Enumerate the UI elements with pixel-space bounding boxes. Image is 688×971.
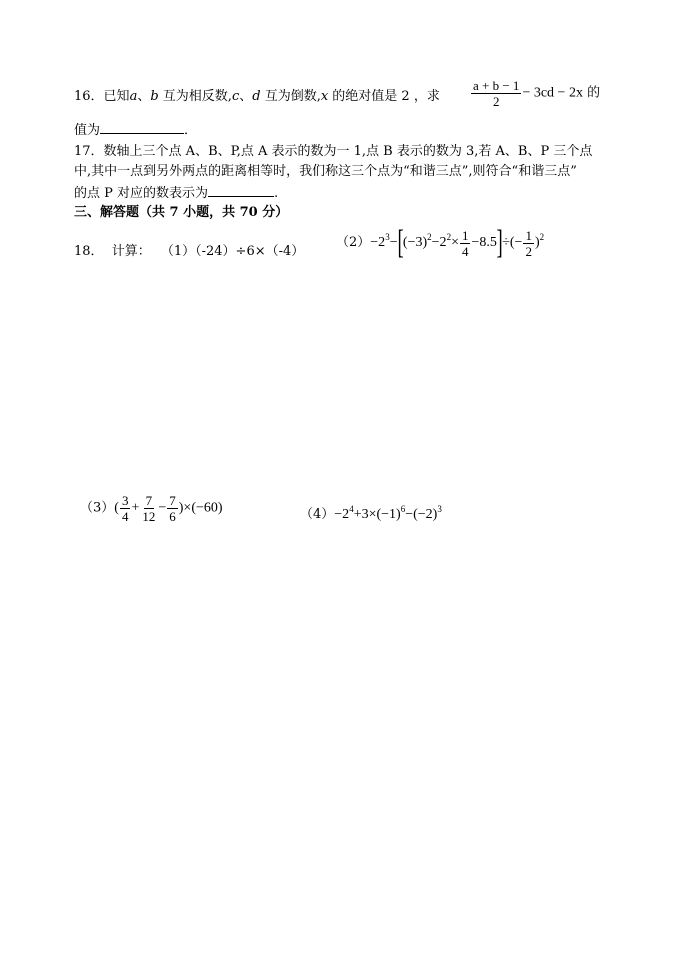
q18-p3-term: )×(−60) — [178, 500, 223, 516]
q18-p2-exp: 2 — [446, 232, 452, 243]
q16-var-c: c — [231, 89, 240, 104]
q18-p2-term: −2 — [370, 235, 386, 251]
right-bracket-icon: ] — [496, 224, 503, 261]
q18-part1-label: （1） — [160, 244, 196, 259]
q18-part4 — [300, 503, 442, 523]
q18-p2-fraction — [460, 228, 471, 259]
q16-number: 16． — [74, 89, 104, 104]
q18-p2-term: −8.5 — [471, 235, 497, 251]
q18-p2-frac-den: 4 — [461, 243, 469, 259]
q16-line2-text: 值为 — [74, 123, 101, 138]
section-3-title: 三、解答题（共 7 小题，共 70 分） — [74, 205, 289, 220]
q18-p4-exp: 6 — [400, 504, 406, 514]
q18-p4-term: −2 — [334, 507, 350, 522]
q18-part4-label: （4） — [300, 507, 335, 522]
q18-p2-term: − — [389, 235, 398, 251]
q16-text: 的绝对值是 2 ，求 — [328, 89, 440, 104]
q18-part1-expression: （-24）÷6×（-4） — [195, 244, 305, 259]
q16-answer-blank[interactable] — [100, 120, 184, 134]
q18-p4-exp: 3 — [437, 504, 442, 514]
q18-p3-frac-num: 7 — [169, 493, 176, 508]
q18-p2-term: −2 — [431, 235, 447, 251]
q18-p3-fraction — [140, 493, 157, 524]
q18-p2-term: × — [451, 235, 459, 251]
q16-var-x: x — [320, 89, 329, 104]
q18-p4-exp: 4 — [349, 504, 354, 514]
q18-header — [74, 243, 304, 261]
q16-var-d: d — [252, 89, 261, 104]
q18-part2 — [336, 226, 544, 260]
q18-p3-fraction — [120, 493, 131, 524]
q18-p3-frac-num: 7 — [145, 493, 153, 508]
q18-p2-term: (−3) — [402, 235, 428, 251]
question-17-line2: 中,其中一点到另外两点的距离相等时，我们称这三个点为“和谐三点”,则符合“和谐三点” — [74, 164, 577, 179]
q16-var-a: a — [129, 89, 138, 104]
q16-frac-denominator: 2 — [492, 94, 500, 109]
q16-line2-end: ． — [184, 123, 198, 138]
q16-var-b: b — [150, 89, 159, 104]
left-bracket-icon: [ — [397, 224, 404, 261]
q18-p2-frac-num: 1 — [525, 227, 532, 243]
q18-part3-label: （3） — [80, 500, 115, 516]
q16-text: 互为倒数, — [260, 89, 321, 104]
q18-p2-frac-num: 1 — [461, 227, 469, 243]
q18-p3-frac-den: 12 — [142, 509, 156, 524]
q16-frac-numerator: a + b − 1 — [473, 78, 520, 93]
q18-p2-term: ) — [534, 235, 540, 251]
q18-p3-frac-den: 6 — [169, 509, 176, 524]
question-17-line3 — [74, 183, 278, 203]
q18-p3-fraction — [167, 493, 178, 524]
q18-p3-term: − — [158, 500, 167, 516]
q16-sep: 、 — [137, 89, 151, 104]
q18-part2-label: （2） — [336, 235, 371, 251]
question-16-line1 — [74, 88, 440, 106]
q18-p3-frac-den: 4 — [121, 509, 129, 524]
q17-answer-blank[interactable] — [208, 183, 274, 197]
q17-line3-text: 的点 P 对应的数表示为 — [74, 186, 209, 201]
q16-text: 已知 — [103, 89, 130, 104]
q16-text: 的 — [582, 85, 601, 101]
q18-p3-term: ( — [114, 500, 119, 516]
q18-p2-exp: 2 — [539, 232, 545, 243]
q18-p2-fraction — [523, 228, 534, 259]
q18-p2-term: ÷(− — [502, 235, 523, 251]
q16-expr-tail: − 3cd − 2x — [522, 85, 583, 101]
q18-p3-frac-num: 3 — [121, 493, 129, 508]
q16-sep: 、 — [239, 89, 253, 104]
q17-line3-end: . — [274, 186, 279, 201]
q18-label: 计算： — [111, 244, 151, 259]
q18-p2-frac-den: 2 — [525, 243, 532, 259]
q16-fraction — [471, 78, 521, 109]
q18-part3 — [80, 493, 223, 524]
q16-text: 互为相反数, — [158, 89, 232, 104]
q18-p2-exp: 3 — [385, 232, 390, 243]
q18-p2-exp: 2 — [427, 232, 432, 243]
q18-p3-term: + — [131, 500, 140, 516]
question-17-line1: 17．数轴上三个点 A、B、P,点 A 表示的数为一 1,点 B 表示的数为 3,若 A、B、P 三个点 — [74, 144, 593, 159]
question-16-line2 — [74, 120, 197, 140]
q18-p4-term: +3×(−1) — [353, 507, 401, 522]
q18-p4-term: −(−2) — [405, 507, 438, 522]
q16-expression — [470, 78, 600, 109]
q18-number: 18． — [74, 244, 104, 259]
